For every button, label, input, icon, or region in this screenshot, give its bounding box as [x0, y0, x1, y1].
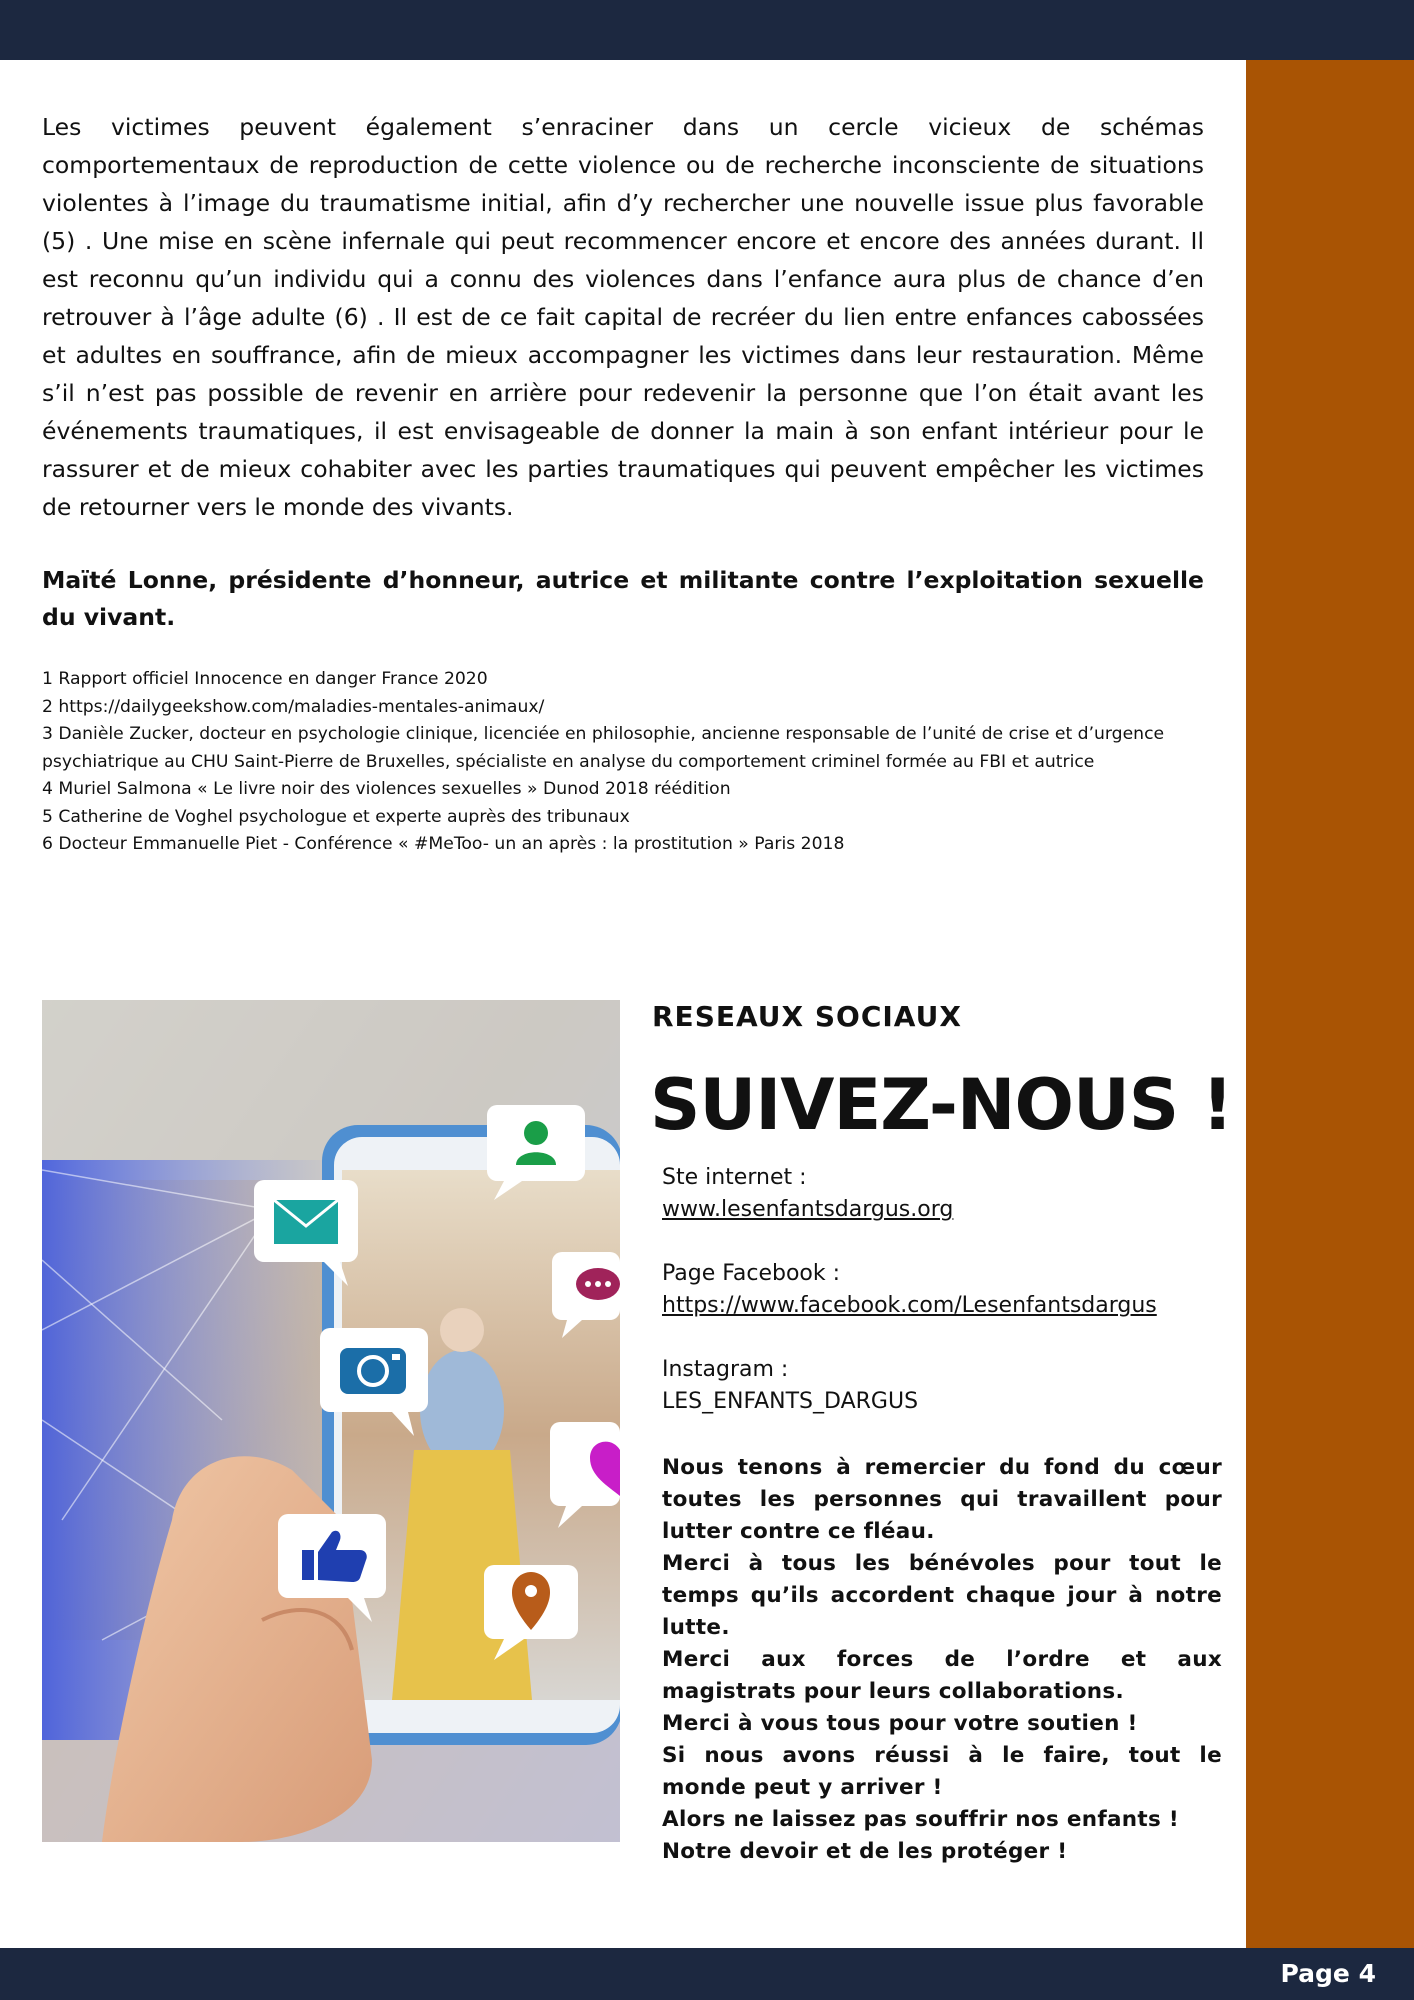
thanks-line-7: Notre devoir et de les protéger ! — [662, 1839, 1068, 1864]
side-accent-bar — [1246, 60, 1414, 1948]
facebook-link[interactable]: https://www.facebook.com/Lesenfantsdargus — [662, 1293, 1157, 1318]
instagram-contact — [662, 1354, 1222, 1418]
social-kicker: RESEAUX SOCIAUX — [652, 1000, 962, 1033]
thanks-line-3: Merci aux forces de l’ordre et aux magistrats pour leurs collaborations. — [662, 1647, 1222, 1704]
page-number: Page 4 — [1280, 1959, 1376, 1988]
footnote-2: 2 https://dailygeekshow.com/maladies-mentales-animaux/ — [42, 696, 545, 717]
instagram-label: Instagram : — [662, 1357, 789, 1382]
social-media-photo — [42, 1000, 620, 1842]
thanks-message — [662, 1452, 1222, 1868]
thanks-line-2: Merci à tous les bénévoles pour tout le temps qu’ils accordent chaque jour à notre lutte. — [662, 1551, 1222, 1640]
facebook-label: Page Facebook : — [662, 1261, 841, 1286]
thanks-line-6: Alors ne laissez pas souffrir nos enfants ! — [662, 1807, 1179, 1832]
footnote-1: 1 Rapport officiel Innocence en danger France 2020 — [42, 669, 488, 689]
footnotes-list — [42, 666, 1212, 859]
footnote-4: 4 Muriel Salmona « Le livre noir des violences sexuelles » Dunod 2018 réédition — [42, 779, 731, 799]
author-signature: Maïté Lonne, présidente d’honneur, autrice et militante contre l’exploitation sexuelle du vivant. — [42, 566, 1204, 631]
article-paragraph: Les victimes peuvent également s’enraciner dans un cercle vicieux de schémas comportementaux de reproduction de cette violence ou de recherche inconsciente de situations violentes à l’image du traumatisme initial, afin d’y rechercher une nouvelle issue plus favorable (5) . Une mise en scène infernale qui peut recommencer encore et encore des années durant. Il est reconnu qu’un individu qui a connu des violences dans l’enfance aura plus de chance d’en retrouver à l’âge adulte (6) . Il est de ce fait capital de recréer du lien entre enfances cabossées et adultes en souffrance, afin de mieux accompagner les victimes dans leur restauration. Même s’il n’est pas possible de revenir en arrière pour redevenir la personne que l’on était avant les événements traumatiques, il est envisageable de donner la main à son enfant intérieur pour le rassurer et de mieux cohabiter avec les parties traumatiques qui peuvent empêcher les victimes de retourner vers le monde des vivants. — [42, 113, 1204, 521]
facebook-contact — [662, 1258, 1222, 1322]
website-label: Ste internet : — [662, 1165, 807, 1190]
thanks-line-5: Si nous avons réussi à le faire, tout le monde peut y arriver ! — [662, 1743, 1222, 1800]
thanks-line-1: Nous tenons à remercier du fond du cœur toutes les personnes qui travaillent pour lutter contre ce fléau. — [662, 1455, 1222, 1544]
footnote-3: 3 Danièle Zucker, docteur en psychologie clinique, licenciée en philosophie, ancienne responsable de l’unité de crise et d’urgence psychiatrique au CHU Saint-Pierre de Bruxelles, spécialiste en analyse du comportement criminel formée au FBI et autrice — [42, 724, 1165, 772]
footnote-6: 6 Docteur Emmanuelle Piet - Conférence « #MeToo- un an après : la prostitution » Paris 2018 — [42, 834, 845, 854]
website-contact — [662, 1162, 1222, 1226]
bottom-banner — [0, 1948, 1414, 2000]
thanks-line-4: Merci à vous tous pour votre soutien ! — [662, 1711, 1138, 1736]
contact-list — [662, 1162, 1222, 1450]
instagram-handle: LES_ENFANTS_DARGUS — [662, 1389, 919, 1414]
top-banner — [0, 0, 1414, 60]
footnote-5: 5 Catherine de Voghel psychologue et experte auprès des tribunaux — [42, 806, 630, 827]
social-title: SUIVEZ-NOUS ! — [650, 1064, 1233, 1146]
website-link[interactable]: www.lesenfantsdargus.org — [662, 1197, 954, 1222]
